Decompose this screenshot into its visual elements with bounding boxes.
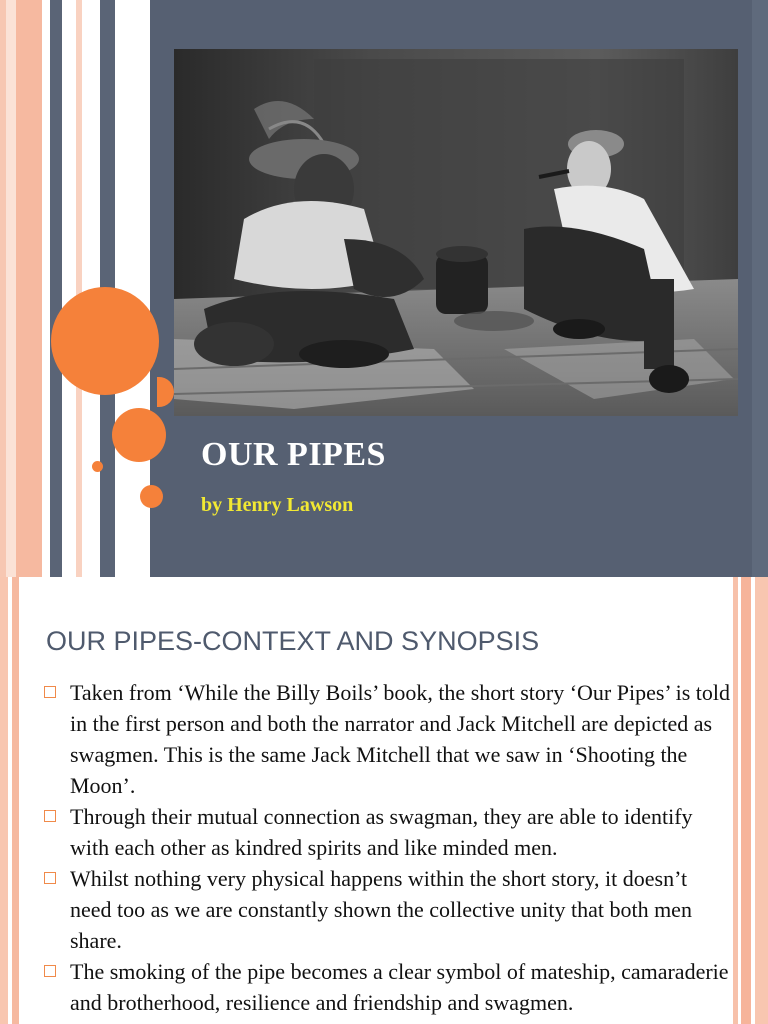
orange-dot-tiny [92,461,103,472]
bullet-text: Taken from ‘While the Billy Boils’ book, the short story ‘Our Pipes’ is told in the first person and both the narrator and Jack Mitchell are depicted as swagmen. This is the same Jack Mitchell that we saw in ‘Shooting the Moon’. [70,680,730,798]
left-decorative-stripes [0,0,150,577]
bullet-text: Whilst nothing very physical happens within the short story, it doesn’t need too as we are constantly shown the collective unity that both men share. [70,866,692,953]
list-item [44,801,734,863]
bullet-text: Through their mutual connection as swagman, they are able to identify with each other as kindred spirits and like minded men. [70,804,693,860]
bullet-square-icon [44,801,70,832]
bullet-square-icon [44,956,70,987]
bullet-text: The smoking of the pipe becomes a clear symbol of mateship, camaraderie and brotherhood, resilience and friendship and swagmen. [70,959,729,1015]
list-item [44,863,734,956]
historical-photo [174,49,738,416]
section-heading: OUR PIPES-CONTEXT AND SYNOPSIS [46,626,540,656]
bullet-square-icon [44,863,70,894]
orange-dot-small [140,485,163,508]
bullet-square-icon [44,677,70,708]
list-item [44,956,734,1018]
orange-circle-medium [112,408,166,462]
orange-circle-large [51,287,159,395]
slide-subtitle: by Henry Lawson [201,494,354,516]
list-item [44,677,734,801]
bullet-list [44,677,734,1018]
slide-title: OUR PIPES [201,436,386,473]
content-slide [0,577,768,1024]
